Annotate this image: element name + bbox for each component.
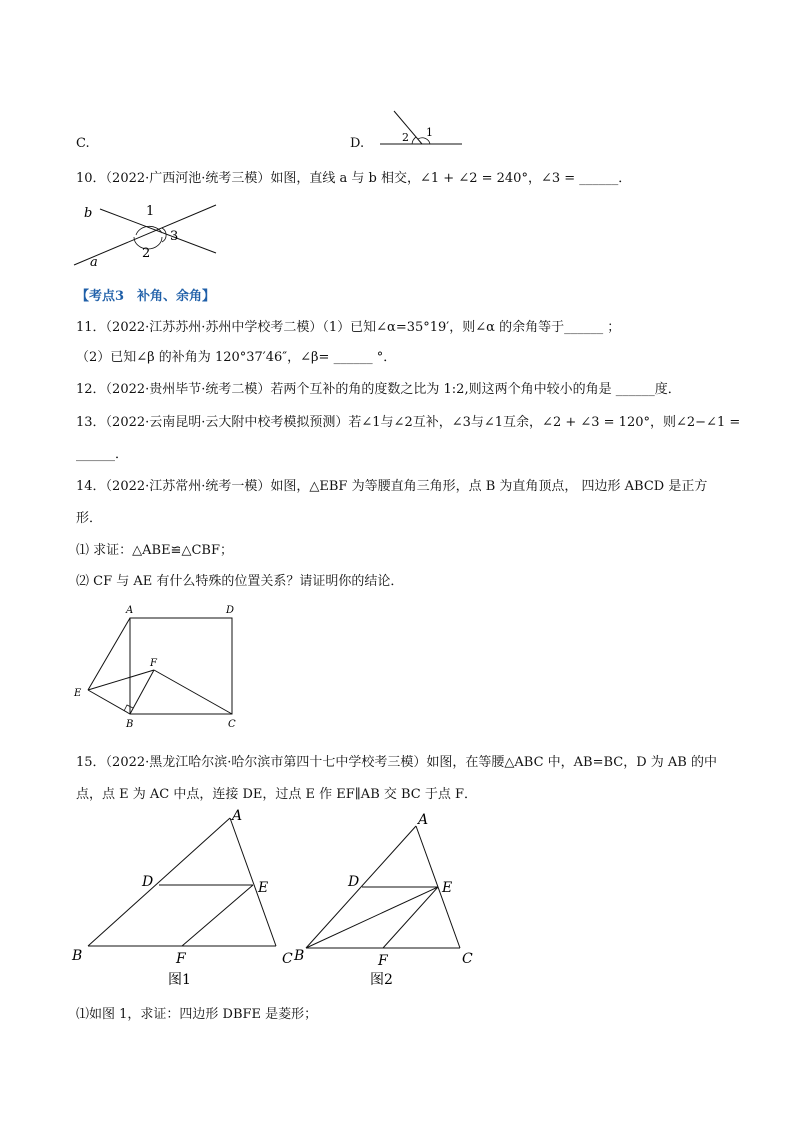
label-C: C [228,719,236,730]
option-d-label: D. [350,136,365,151]
label-D: D [226,605,235,616]
question-12: 12．（2022·贵州毕节·统考二模）若两个互补的角的度数之比为 1:2,则这两个角中较小的角是 ______度． [76,382,681,397]
question-11-line1: 11．（2022·江苏苏州·苏州中学校考二模）（1）已知∠α=35°19′，则∠α 的余角等于______ ； [76,320,621,335]
segment-eb [88,690,130,714]
question-15-line2: 点，点 E 为 AC 中点，连接 DE，过点 E 作 EF∥AB 交 BC 于点 F． [76,787,478,802]
option-d-figure [372,108,472,148]
section-title: 【考点3 补角、余角】 [76,289,216,304]
label-D: D [142,874,154,890]
side-ba [88,818,230,946]
question-14-sub2: ⑵ CF 与 AE 有什么特殊的位置关系？请证明你的结论． [76,574,404,589]
caption-fig1: 图1 [168,972,191,988]
figure-15-right [293,812,473,988]
question-15-line1: 15．（2022·黑龙江哈尔滨·哈尔滨市第四十七中学校考三模）如图，在等腰△ABC 中，AB=BC，D 为 AB 的中 [76,755,717,770]
label-E: E [74,688,82,699]
figure-10 [70,195,230,275]
segment-fc [154,670,232,714]
label-B: B [72,948,83,964]
segment-be-2 [306,887,438,948]
label-2: 2 [142,246,151,261]
label-F: F [150,658,157,669]
option-d-angle2: 2 [402,131,409,144]
side-ac [230,818,276,946]
label-3: 3 [170,229,179,244]
label-D-2: D [348,874,360,890]
figure-15 [70,808,490,993]
label-1: 1 [146,204,155,219]
caption-fig2: 图2 [370,972,393,988]
question-15-sub1: ⑴如图 1，求证：四边形 DBFE 是菱形； [76,1007,318,1022]
segment-ef-2 [383,887,438,948]
question-13-line1: 13．（2022·云南昆明·云大附中校考模拟预测）若∠1与∠2互补，∠3与∠1互余，∠2 + ∠3 = 120°，则∠2−∠1 = [76,415,741,430]
question-10: 10．（2022·广西河池·统考三模）如图，直线 a 与 b 相交，∠1 + ∠2 = 240°，∠3 = ______． [76,171,632,186]
label-A: A [232,808,243,824]
label-F-2: F [378,953,388,969]
question-14-sub1: ⑴ 求证：△ABE≌△CBF； [76,543,233,558]
option-c-label: C. [76,136,90,151]
figure-14 [68,598,248,738]
option-d-angle1: 1 [426,126,433,139]
label-b: b [84,206,93,221]
square-abcd [130,618,232,714]
figure-15-left [71,808,293,988]
arc-angle3 [162,228,166,242]
label-A: A [126,605,134,616]
question-14-line1: 14．（2022·江苏常州·统考一模）如图，△EBF 为等腰直角三角形，点 B 为直角顶点， 四边形 ABCD 是正方 [76,479,708,494]
label-B: B [126,719,134,730]
label-F: F [176,951,186,967]
label-C-2: C [462,951,473,967]
label-E-2: E [442,880,453,896]
question-13-line2: ______． [76,447,129,462]
label-E: E [258,880,269,896]
segment-ef [182,885,253,946]
label-A-2: A [418,812,429,828]
label-B-2: B [294,948,305,964]
label-a: a [90,255,98,270]
label-C: C [282,951,293,967]
question-14-line2: 形． [76,511,103,526]
question-11-line2: （2）已知∠β 的补角为 120°37′46″，∠β= ______ °． [76,350,397,365]
option-d-arc-2 [412,137,416,144]
